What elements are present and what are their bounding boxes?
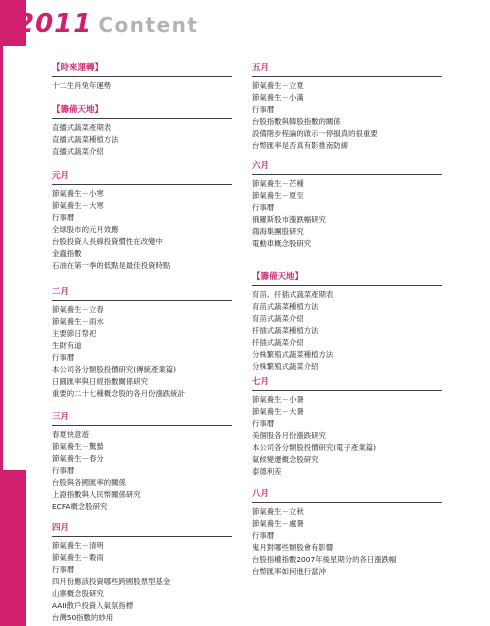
- toc-entry[interactable]: 節氣養生－立夏: [252, 81, 304, 90]
- toc-entry[interactable]: 行事曆: [252, 105, 275, 114]
- toc-entry[interactable]: 電動車概念股研究: [252, 239, 312, 248]
- section-divider: [52, 118, 232, 119]
- toc-entry[interactable]: 分株繁殖式蔬菜介紹: [252, 362, 319, 371]
- toc-entry[interactable]: 行事曆: [52, 565, 75, 574]
- toc-entry[interactable]: 全球股市的元月效應: [52, 225, 119, 234]
- section-heading: 【籌備天地】: [52, 105, 104, 115]
- toc-section: [52, 104, 232, 158]
- toc-entry[interactable]: 美個股各月份漲跌研究: [252, 431, 326, 440]
- toc-entry[interactable]: AAII散戶投資人氣氛指標: [52, 601, 134, 610]
- toc-section: [252, 376, 442, 478]
- toc-entry[interactable]: 節氣養生－小寒: [52, 189, 104, 198]
- toc-section: [252, 160, 442, 250]
- toc-section: [52, 522, 232, 624]
- title-year: 2011: [16, 9, 93, 39]
- toc-entry[interactable]: 節氣養生－春分: [52, 454, 104, 463]
- toc-entry[interactable]: 台股與各國匯率的關係: [52, 478, 126, 487]
- toc-entry[interactable]: 育苗式蔬菜介紹: [252, 314, 304, 323]
- section-divider: [252, 76, 442, 77]
- toc-entry[interactable]: 分株繁殖式蔬菜種植方法: [252, 350, 334, 359]
- toc-entry[interactable]: 節氣養生－清明: [52, 541, 104, 550]
- toc-entry[interactable]: 設備階步程論的啟示一停損真的很重要: [252, 129, 378, 138]
- toc-entry[interactable]: 節氣養生－處暑: [252, 519, 304, 528]
- section-divider: [52, 76, 232, 77]
- toc-entry[interactable]: 節氣養生－夏至: [252, 191, 304, 200]
- toc-section: [52, 62, 232, 92]
- page-title: [16, 7, 198, 41]
- toc-entry[interactable]: 扦插式蔬菜種植方法: [252, 326, 319, 335]
- toc-entry[interactable]: 扦插式蔬菜介紹: [252, 338, 304, 347]
- toc-entry[interactable]: 節氣養生－雨水: [52, 317, 104, 326]
- section-divider: [52, 425, 232, 426]
- section-heading: 【時來運轉】: [52, 63, 104, 73]
- toc-entry[interactable]: 氣候變遷概念股研究: [252, 455, 319, 464]
- toc-entry[interactable]: 行事曆: [52, 466, 75, 475]
- toc-entry[interactable]: 育苗式蔬菜種植方法: [252, 302, 319, 311]
- toc-entry[interactable]: 節氣養生－立春: [52, 305, 104, 314]
- toc-entry[interactable]: 山寨概念股研究: [52, 589, 104, 598]
- toc-entry[interactable]: 台幣匯率如何進行當沖: [252, 567, 326, 576]
- section-divider: [252, 174, 442, 175]
- section-divider: [52, 184, 232, 185]
- toc-section: [252, 271, 442, 373]
- section-heading: 二月: [52, 287, 70, 297]
- toc-entry[interactable]: 石油在第一季的低點是最佳投資時點: [52, 261, 171, 270]
- toc-entry[interactable]: 四月份應該投資哪些跨國股票型基金: [52, 577, 171, 586]
- toc-entry[interactable]: 台股指權指數2007年後星期分的各日漲跌幅: [252, 555, 397, 564]
- toc-entry[interactable]: 直播式蔬菜種植方法: [52, 135, 119, 144]
- section-heading: 【籌備天地】: [252, 272, 304, 282]
- toc-entry[interactable]: 直播式蔬菜介紹: [52, 147, 104, 156]
- section-heading: 八月: [252, 489, 270, 499]
- section-heading: 元月: [52, 171, 70, 181]
- toc-entry[interactable]: ECFA概念股研究: [52, 502, 108, 511]
- section-divider: [252, 502, 442, 503]
- toc-entry[interactable]: 台幣匯率是否真有影推南防線: [252, 141, 349, 150]
- section-heading: 五月: [252, 63, 270, 73]
- toc-section: [52, 170, 232, 272]
- toc-entry[interactable]: 上證指數與人民幣關係研究: [52, 490, 141, 499]
- toc-entry[interactable]: 鬼月對哪些類股會有影響: [252, 543, 334, 552]
- toc-entry[interactable]: 節氣養生－大寒: [52, 201, 104, 210]
- toc-entry[interactable]: 重要的二十七種概念股的各月份漲跌統計: [52, 389, 186, 398]
- toc-section: [252, 62, 442, 152]
- toc-entry[interactable]: 節氣養生－小滿: [252, 93, 304, 102]
- toc-entry[interactable]: 節氣養生－穀雨: [52, 553, 104, 562]
- toc-entry[interactable]: 行事曆: [252, 419, 275, 428]
- section-heading: 三月: [52, 412, 70, 422]
- toc-entry[interactable]: 本公司各分類股投價研究(傳統產業篇): [52, 365, 177, 374]
- toc-entry[interactable]: 行事曆: [52, 213, 75, 222]
- toc-section: [52, 286, 232, 400]
- toc-section: [252, 488, 442, 578]
- section-divider: [252, 390, 442, 391]
- section-heading: 六月: [252, 161, 270, 171]
- toc-entry[interactable]: 台股指數與韓股指數的關係: [252, 117, 341, 126]
- toc-entry[interactable]: 泰德利差: [252, 467, 282, 476]
- toc-entry[interactable]: 春夏快意遊: [52, 430, 89, 439]
- toc-entry[interactable]: 本公司各分類股投價研究(電子產業篇): [252, 443, 377, 452]
- section-heading: 七月: [252, 377, 270, 387]
- section-heading: 四月: [52, 523, 70, 533]
- toc-entry[interactable]: 行事曆: [252, 203, 275, 212]
- toc-entry[interactable]: 行事曆: [52, 353, 75, 362]
- toc-entry[interactable]: 節氣養生－小暑: [252, 395, 304, 404]
- toc-entry[interactable]: 節氣養生－芒種: [252, 179, 304, 188]
- toc-entry[interactable]: 俄羅斯股市漲跌幅研究: [252, 215, 326, 224]
- section-divider: [52, 300, 232, 301]
- toc-entry[interactable]: 直播式蔬菜產期表: [52, 123, 112, 132]
- toc-entry[interactable]: 節氣養生－驚蟄: [52, 442, 104, 451]
- toc-entry[interactable]: 台灣50指數的妙用: [52, 613, 114, 622]
- toc-entry[interactable]: 台股投資人長線投資慣性在改變中: [52, 237, 163, 246]
- section-divider: [52, 536, 232, 537]
- toc-entry[interactable]: 節氣養生－立秋: [252, 507, 304, 516]
- toc-entry[interactable]: 鴻海集團股研究: [252, 227, 304, 236]
- toc-entry[interactable]: 主要節日祭祀: [52, 329, 97, 338]
- toc-entry[interactable]: 行事曆: [252, 531, 275, 540]
- accent-bar-left: [0, 46, 3, 470]
- toc-entry[interactable]: 育苗、扦插式蔬菜產期表: [252, 290, 334, 299]
- toc-entry[interactable]: 生財有道: [52, 341, 82, 350]
- toc-entry[interactable]: 節氣養生－大暑: [252, 407, 304, 416]
- toc-entry[interactable]: 金蟲指數: [52, 249, 82, 258]
- section-divider: [252, 285, 442, 286]
- toc-section: [52, 411, 232, 513]
- accent-bar-bottom: [0, 470, 26, 626]
- toc-entry[interactable]: 日圓匯率與日經指數關係研究: [52, 377, 149, 386]
- title-word: Content: [98, 13, 199, 37]
- toc-entry[interactable]: 十二生肖兔年運勢: [52, 81, 112, 90]
